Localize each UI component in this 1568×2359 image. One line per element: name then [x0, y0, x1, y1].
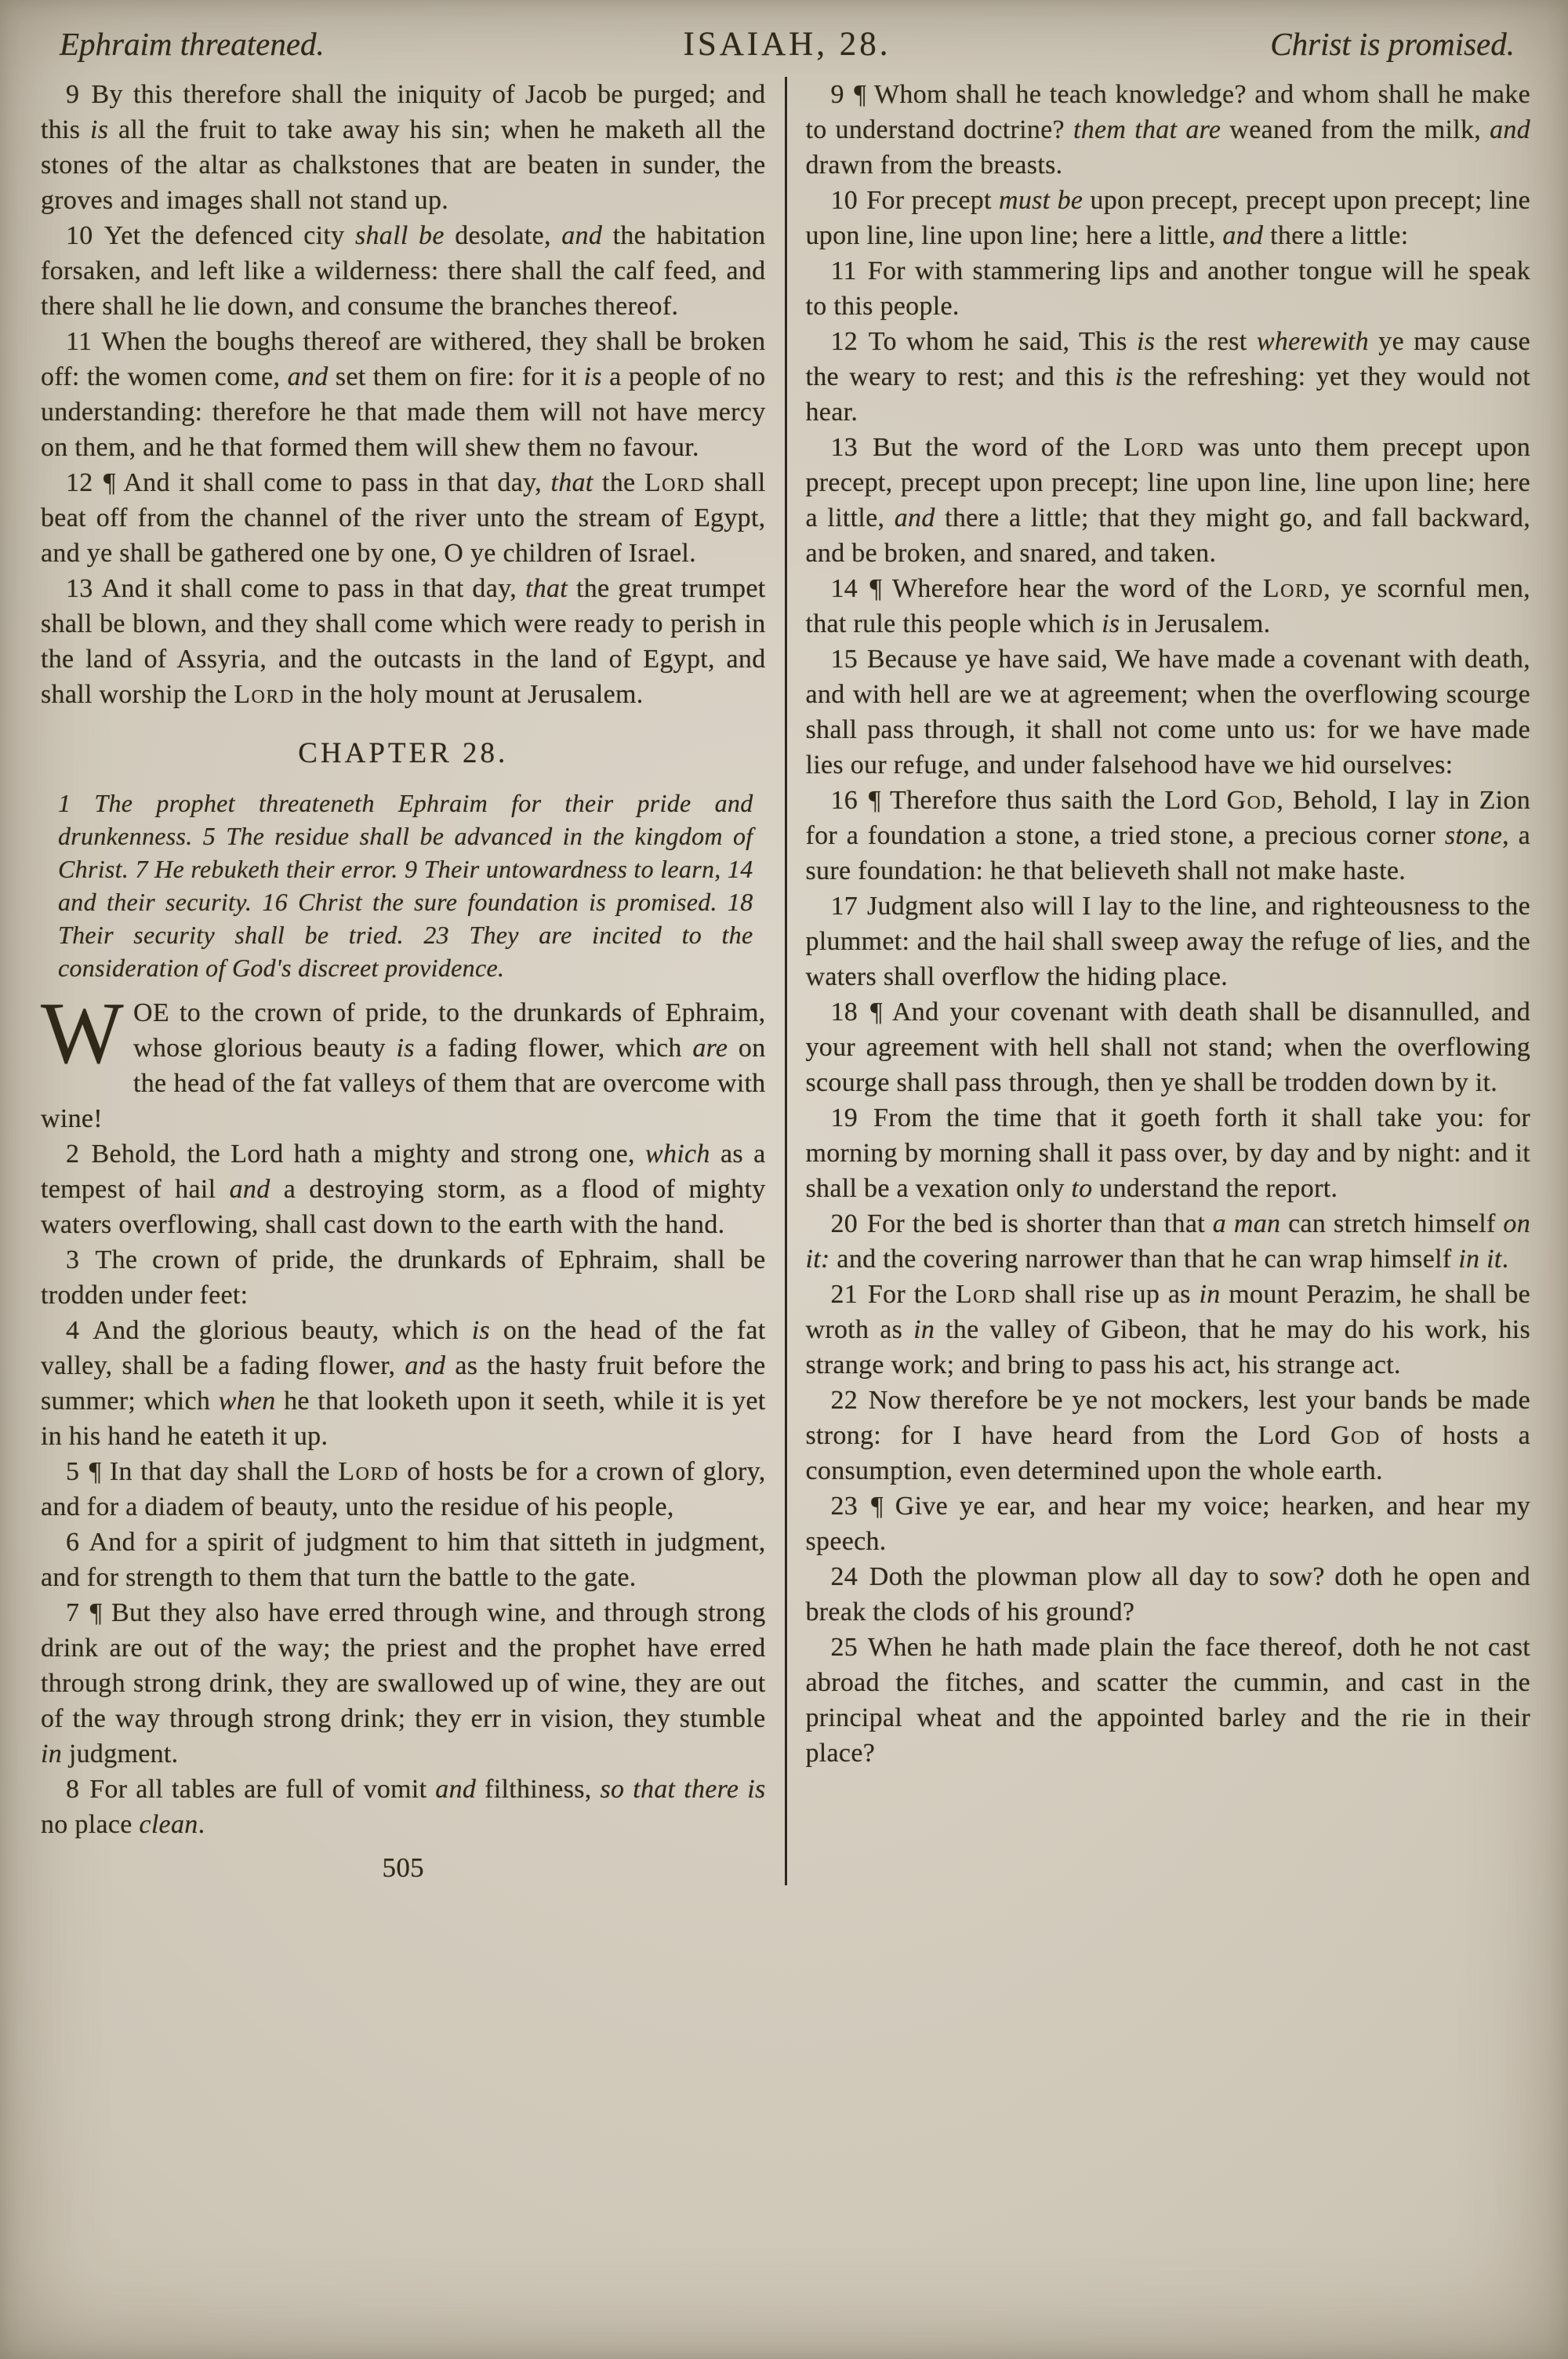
verse-number: 9 [830, 80, 844, 109]
verse-number: 14 [830, 574, 858, 603]
verse-number: 25 [830, 1633, 858, 1662]
verse-number: 13 [830, 433, 858, 462]
divine-name-small-caps: Lord [955, 1280, 1017, 1309]
verse-number: 3 [66, 1245, 80, 1274]
verse-number: 2 [66, 1140, 80, 1169]
verse-22: 22 Now therefore be ye not mockers, lest your bands be made strong: for I have heard from the Lord God of hosts a consumption, even determined upon the whole earth. [805, 1386, 1530, 1485]
page-title: ISAIAH, 28. [683, 26, 891, 63]
verse-10: 10 Yet the defenced city shall be desolate, and the habitation forsaken, and left like a wilderness: there shall the calf feed, and there shall he lie down, and consume the branches thereof. [41, 221, 766, 321]
verse-20: 20 For the bed is shorter than that a man can stretch himself on it: and the covering narrower than that he can wrap himself in it. [805, 1209, 1531, 1274]
verse-number: 20 [830, 1209, 858, 1238]
verse-8: 8 For all tables are full of vomit and filthiness, so that there is no place clean. [41, 1775, 766, 1839]
verse-number: 13 [66, 574, 93, 603]
verse-11: 11 For with stammering lips and another tongue will he speak to this people. [805, 256, 1530, 321]
verse-3: 3 The crown of pride, the drunkards of Ephraim, shall be trodden under feet: [41, 1245, 766, 1310]
verse-6: 6 And for a spirit of judgment to him that sitteth in judgment, and for strength to them that turn the battle to the gate. [41, 1528, 766, 1592]
right-column [785, 77, 1531, 1885]
running-head-left: Ephraim threatened. [60, 26, 325, 62]
verse-9: 9 By this therefore shall the iniquity of Jacob be purged; and this is all the fruit to take away his sin; when he maketh all the stones of the altar as chalkstones that are beaten in sunder, the groves and images shall not stand up. [41, 80, 766, 215]
verse-14: 14 ¶ Wherefore hear the word of the Lord, ye scornful men, that rule this people which is in Jerusalem. [805, 574, 1530, 638]
left-column [41, 77, 785, 1885]
verse-number: 7 [66, 1598, 80, 1627]
verse-number: 10 [66, 221, 93, 250]
running-head [41, 20, 1530, 71]
text-columns [41, 77, 1530, 1885]
divine-name-small-caps: Lord [338, 1457, 399, 1486]
verse-9: 9 ¶ Whom shall he teach knowledge? and whom shall he make to understand doctrine? them that are weaned from the milk, and drawn from the breasts. [805, 80, 1530, 180]
verse-number: 9 [66, 80, 80, 109]
divine-name-small-caps: God [1226, 786, 1277, 815]
chapter-heading: CHAPTER 28. [298, 737, 509, 769]
verse-number: 19 [830, 1103, 858, 1132]
verse-12: 12 To whom he said, This is the rest wherewith ye may cause the weary to rest; and this is the refreshing: yet they would not hear. [805, 327, 1530, 427]
verse-16: 16 ¶ Therefore thus saith the Lord God, Behold, I lay in Zion for a foundation a stone, a tried stone, a precious corner stone, a sure foundation: he that believeth shall not make haste. [805, 786, 1530, 885]
verse-23: 23 ¶ Give ye ear, and hear my voice; hearken, and hear my speech. [805, 1492, 1530, 1556]
running-head-right: Christ is promised. [1270, 26, 1515, 62]
verse-number: 12 [66, 468, 93, 497]
divine-name-small-caps: God [1330, 1421, 1381, 1450]
verse-number: 23 [830, 1492, 858, 1521]
verse-1: WOE to the crown of pride, to the drunkards of Ephraim, whose glorious beauty is a fading flower, which are on the head of the fat valleys of them that are overcome with wine! [41, 985, 766, 1133]
verse-number: 15 [830, 645, 858, 674]
verse-21: 21 For the Lord shall rise up as in mount Perazim, he shall be wroth as in the valley of Gibeon, that he may do his work, his strange work; and bring to pass his act, his strange act. [805, 1280, 1530, 1379]
verse-10: 10 For precept must be upon precept, precept upon precept; line upon line, line upon line; here a little, and there a little: [805, 186, 1530, 250]
chapter-summary: 1 The prophet threateneth Ephraim for their pride and drunkenness. 5 The residue shall be advanced in the kingdom of Christ. 7 He rebuketh their error. 9 Their untowardness to learn, 14 and their security. 16 Christ the sure foundation is promised. 18 Their security shall be tried. 23 They are incited to the consideration of God's discreet providence. [58, 789, 753, 982]
verse-number: 17 [830, 892, 858, 921]
drop-cap: W [41, 985, 125, 1082]
divine-name-small-caps: Lord [234, 680, 295, 709]
verse-17: 17 Judgment also will I lay to the line, and righteousness to the plummet: and the hail shall sweep away the refuge of lies, and the waters shall overflow the hiding place. [805, 892, 1530, 991]
divine-name-small-caps: Lord [1123, 433, 1185, 462]
verse-number: 10 [830, 186, 858, 215]
verse-11: 11 When the boughs thereof are withered, they shall be broken off: the women come, and set them on fire: for it is a people of no understanding: therefore he that made them will not have mercy on them, and he that formed them will shew them no favour. [41, 327, 766, 462]
verse-12: 12 ¶ And it shall come to pass in that day, that the Lord shall beat off from the channel of the river unto the stream of Egypt, and ye shall be gathered one by one, O ye children of Israel. [41, 468, 766, 568]
verse-19: 19 From the time that it goeth forth it shall take you: for morning by morning shall it pass over, by day and by night: and it shall be a vexation only to understand the report. [805, 1103, 1530, 1203]
verse-number: 21 [830, 1280, 858, 1309]
verse-number: 18 [830, 998, 858, 1027]
verse-13: 13 But the word of the Lord was unto them precept upon precept, precept upon precept; line upon line, line upon line; here a little, and there a little; that they might go, and fall backward, and be broken, and snared, and taken. [805, 433, 1530, 568]
verse-13: 13 And it shall come to pass in that day, that the great trumpet shall be blown, and they shall come which were ready to perish in the land of Assyria, and the outcasts in the land of Egypt, and shall worship the Lord in the holy mount at Jerusalem. [41, 574, 766, 709]
verse-4: 4 And the glorious beauty, which is on the head of the fat valley, shall be a fading flower, and as the hasty fruit before the summer; which when he that looketh upon it seeth, while it is yet in his hand he eateth it up. [41, 1316, 766, 1451]
verse-15: 15 Because ye have said, We have made a covenant with death, and with hell are we at agreement; when the overflowing scourge shall pass through, it shall not come unto us: for we have made lies our refuge, and under falsehood have we hid ourselves: [805, 645, 1530, 780]
verse-25: 25 When he hath made plain the face thereof, doth he not cast abroad the fitches, and scatter the cummin, and cast in the principal wheat and the appointed barley and the rie in their place? [805, 1633, 1530, 1768]
page-number: 505 [382, 1852, 424, 1883]
verse-number: 12 [830, 327, 858, 356]
verse-number: 5 [66, 1457, 80, 1486]
divine-name-small-caps: Lord [644, 468, 706, 497]
verse-24: 24 Doth the plowman plow all day to sow? doth he open and break the clods of his ground? [805, 1562, 1530, 1627]
verse-18: 18 ¶ And your covenant with death shall be disannulled, and your agreement with hell shall not stand; when the overflowing scourge shall pass through, then ye shall be trodden down by it. [805, 998, 1530, 1097]
verse-number: 22 [830, 1386, 858, 1415]
verse-number: 6 [66, 1528, 80, 1557]
verse-5: 5 ¶ In that day shall the Lord of hosts be for a crown of glory, and for a diadem of beauty, unto the residue of his people, [41, 1457, 766, 1521]
verse-number: 16 [830, 786, 858, 815]
divine-name-small-caps: Lord [1262, 574, 1324, 603]
verse-number: 8 [66, 1775, 80, 1804]
verse-7: 7 ¶ But they also have erred through wine, and through strong drink are out of the way; the priest and the prophet have erred through strong drink, they are swallowed up of wine, they are out of the way through strong drink; they err in vision, they stumble in judgment. [41, 1598, 766, 1768]
verse-number: 11 [66, 327, 93, 356]
verse-2: 2 Behold, the Lord hath a mighty and strong one, which as a tempest of hail and a destroying storm, as a flood of mighty waters overflowing, shall cast down to the earth with the hand. [41, 1140, 766, 1239]
verse-number: 11 [830, 256, 857, 285]
verse-number: 4 [66, 1316, 80, 1345]
verse-number: 24 [830, 1562, 858, 1591]
